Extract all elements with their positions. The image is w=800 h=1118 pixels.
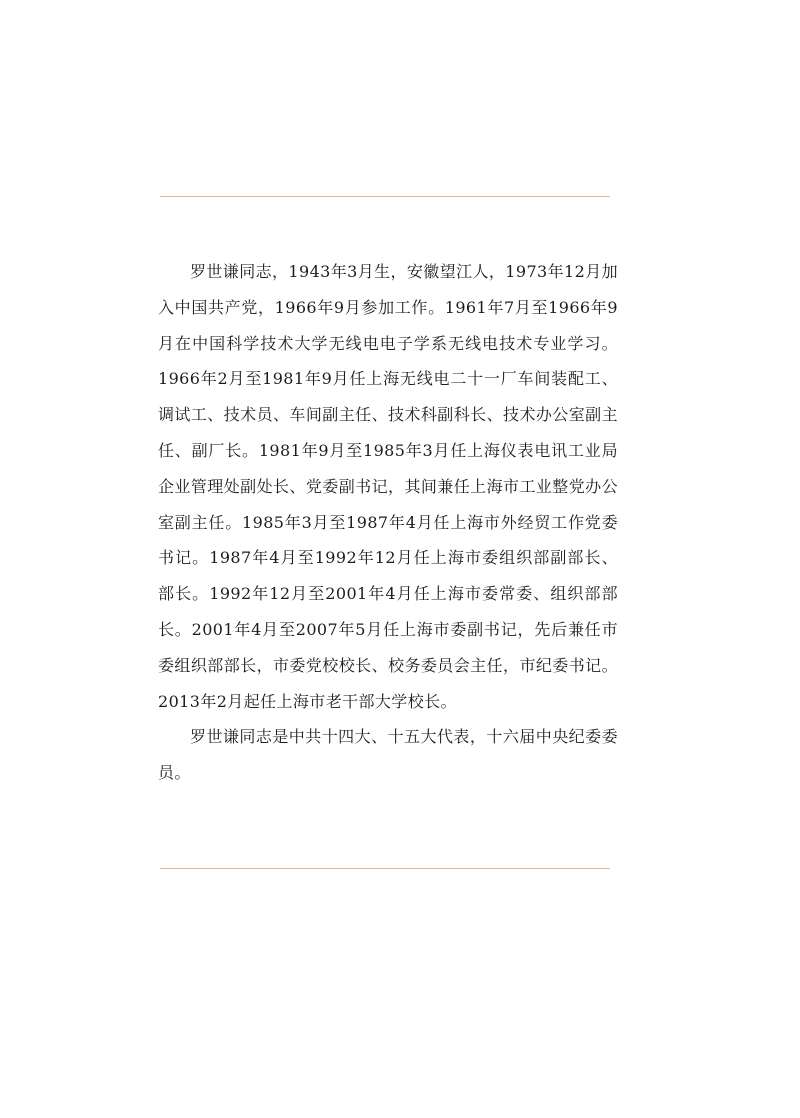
biography-paragraph-2: 罗世谦同志是中共十四大、十五大代表，十六届中央纪委委员。 <box>158 727 618 783</box>
top-divider <box>160 196 610 197</box>
biography-paragraph-1: 罗世谦同志，1943年3月生，安徽望江人，1973年12月加入中国共产党，1966年9月参加工作。1961年7月至1966年9月在中国科学技术大学无线电电子学系无线电技术专业学习。1966年2月至1981年9月任上海无线电二十一厂车间装配工、调试工、技术员、车间副主任、技术科副科长、技术办公室副主任、副厂长。1981年9月至1985年3月任上海仪表电讯工业局企业管理处副处长、党委副书记，其间兼任上海市工业整党办公室副主任。1985年3月至1987年4月任上海市外经贸工作党委书记。1987年4月至1992年12月任上海市委组织部副部长、部长。1992年12月至2001年4月任上海市委常委、组织部部长。2001年4月至2007年5月任上海市委副书记，先后兼任市委组织部部长，市委党校校长、校务委员会主任，市纪委书记。2013年2月起任上海市老干部大学校长。 <box>158 262 618 711</box>
bottom-divider <box>160 868 610 869</box>
biography-text <box>158 254 618 791</box>
